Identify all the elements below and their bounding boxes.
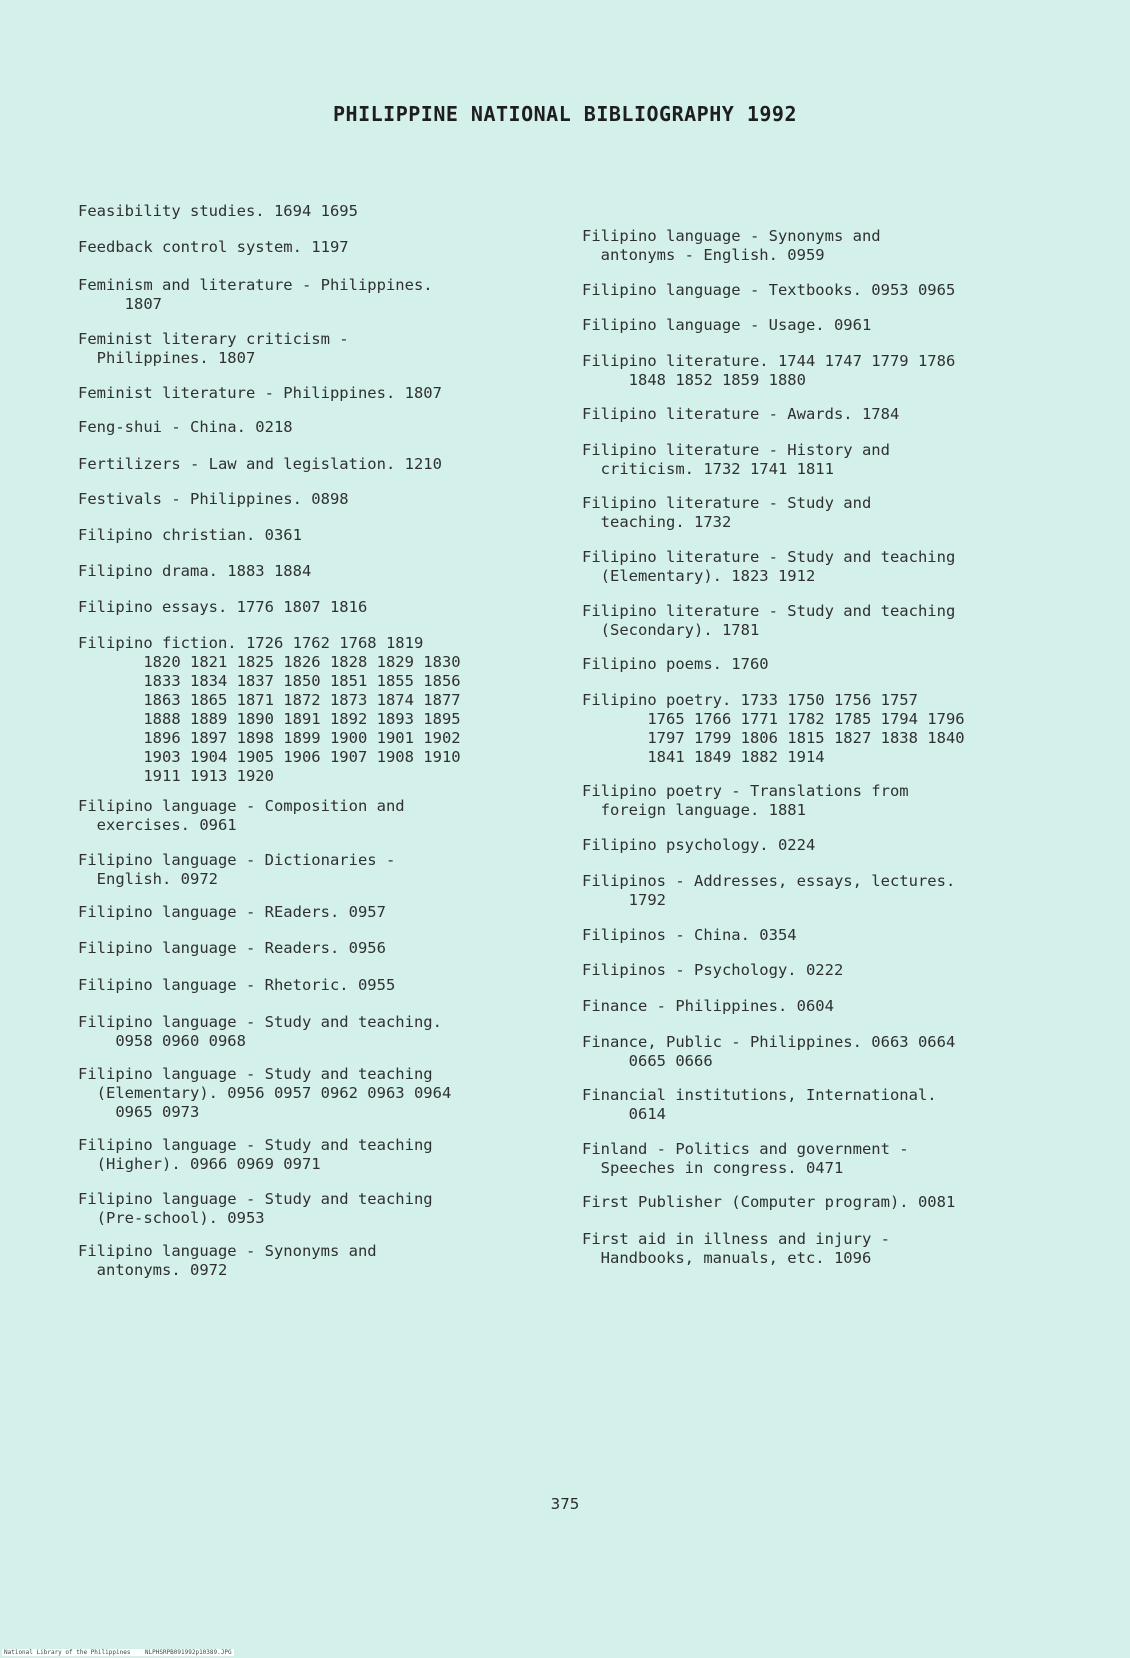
index-entry: Festivals - Philippines. 0898 [78,490,349,508]
index-entry: First aid in illness and injury - Handbooks, manuals, etc. 1096 [582,1230,890,1267]
index-entry: Filipinos - China. 0354 [582,926,797,944]
index-entry: Filipino christian. 0361 [78,526,302,544]
index-entry: Filipino language - Rhetoric. 0955 [78,976,396,994]
index-entry: Filipino language - Composition and exercises. 0961 [78,797,405,834]
index-entry: Filipino language - Usage. 0961 [582,316,872,334]
index-entry: Filipino fiction. 1726 1762 1768 1819 1820 1821 1825 1826 1828 1829 1830 1833 1834 1837 1850 1851 1855 1856 1863 1865 1871 1872 1873 1874 1877 1888 1889 1890 1891 1892 1893 1895 1896 1897 1898 1899 1900 1901 1902 1903 1904 1905 1906 1907 1908 1910 1911 1913 1920 [78,634,461,785]
index-entry: Filipino literature - History and criticism. 1732 1741 1811 [582,441,890,478]
index-entry: Filipino poetry. 1733 1750 1756 1757 1765 1766 1771 1782 1785 1794 1796 1797 1799 1806 1815 1827 1838 1840 1841 1849 1882 1914 [582,691,965,766]
index-entry: Finland - Politics and government - Speeches in congress. 0471 [582,1140,909,1177]
index-entry: Filipino literature - Study and teaching. 1732 [582,494,872,531]
index-entry: Filipino language - Study and teaching (Elementary). 0956 0957 0962 0963 0964 0965 0973 [78,1065,452,1121]
index-entry: Filipino language - Synonyms and antonyms - English. 0959 [582,227,881,264]
index-entry: Filipino language - Study and teaching. 0958 0960 0968 [78,1013,442,1050]
index-entry: Feng-shui - China. 0218 [78,418,293,436]
index-entry: Filipino language - Readers. 0956 [78,939,386,957]
index-entry: Filipino language - Synonyms and antonyms. 0972 [78,1242,377,1279]
index-entry: Feminism and literature - Philippines. 1807 [78,276,433,313]
index-entry: Filipinos - Psychology. 0222 [582,961,844,979]
index-entry: Filipino psychology. 0224 [582,836,816,854]
index-entry: Filipinos - Addresses, essays, lectures. 1792 [582,872,956,909]
index-entry: Feminist literary criticism - Philippines. 1807 [78,330,349,367]
scan-caption: National Library of the Philippines NLPHSRPB091992p10389.JPG [4,1649,232,1656]
index-entry: Fertilizers - Law and legislation. 1210 [78,455,442,473]
index-entry: Filipino literature - Study and teaching (Elementary). 1823 1912 [582,548,956,585]
index-entry: Filipino poetry - Translations from foreign language. 1881 [582,782,909,819]
index-entry: Filipino literature. 1744 1747 1779 1786 1848 1852 1859 1880 [582,352,956,389]
index-entry: Filipino essays. 1776 1807 1816 [78,598,368,616]
index-entry: Finance - Philippines. 0604 [582,997,834,1015]
index-entry: Filipino literature - Study and teaching (Secondary). 1781 [582,602,956,639]
index-entry: Feedback control system. 1197 [78,238,349,256]
index-entry: First Publisher (Computer program). 0081 [582,1193,956,1211]
index-entry: Filipino language - Study and teaching (Higher). 0966 0969 0971 [78,1136,433,1173]
index-entry: Finance, Public - Philippines. 0663 0664 0665 0666 [582,1033,956,1070]
page-title: PHILIPPINE NATIONAL BIBLIOGRAPHY 1992 [332,102,798,126]
index-entry: Filipino language - Textbooks. 0953 0965 [582,281,956,299]
index-entry: Filipino literature - Awards. 1784 [582,405,900,423]
index-entry: Feminist literature - Philippines. 1807 [78,384,442,402]
index-entry: Filipino drama. 1883 1884 [78,562,312,580]
index-entry: Filipino poems. 1760 [582,655,769,673]
page-number: 375 [550,1495,580,1513]
index-entry: Filipino language - REaders. 0957 [78,903,386,921]
index-entry: Feasibility studies. 1694 1695 [78,202,358,220]
index-entry: Filipino language - Study and teaching (Pre-school). 0953 [78,1190,433,1227]
index-entry: Filipino language - Dictionaries - English. 0972 [78,851,396,888]
index-entry: Financial institutions, International. 0614 [582,1086,937,1123]
